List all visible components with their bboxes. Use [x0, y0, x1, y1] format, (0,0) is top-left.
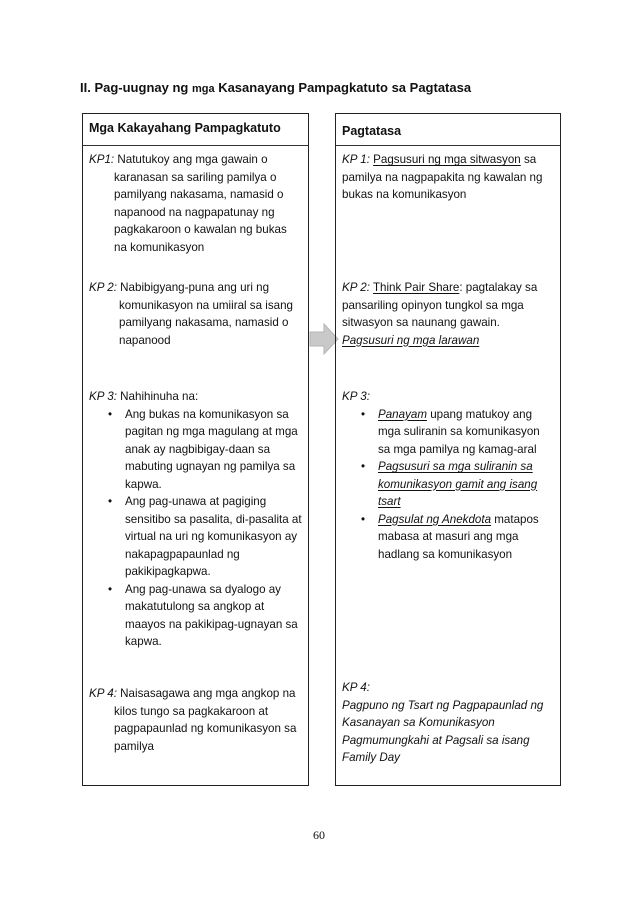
right-kp3 [342, 388, 554, 563]
title-divider [336, 145, 560, 146]
assessment-box [335, 113, 561, 786]
right-kp1 [342, 151, 554, 204]
list-item: • Pagsulat ng Anekdota matapos mabasa at masuri ang mga hadlang sa komunikasyon [361, 512, 539, 561]
kp4-text: Pagpuno ng Tsart ng Pagpapaunlad ng Kasanayan sa Komunikasyon Pagmumungkahi at Pagsali sa isang Family Day [342, 698, 544, 764]
kp4-label: KP 4: [342, 681, 370, 694]
left-kp2 [89, 279, 302, 349]
kp2-label: KP 2: [342, 281, 370, 294]
kp3-label: KP 3: [342, 390, 370, 403]
right-box-title: Pagtatasa [342, 124, 402, 138]
kp3-intro: Nahihinuha na: [120, 390, 199, 403]
list-item: • Ang pag-unawa sa dyalogo ay makatutulong sa angkop at maayos na pakikipag-ugnayan sa kapwa. [108, 582, 298, 648]
heading-text: II. Pag-uugnay ng [80, 80, 192, 95]
kp3-label: KP 3: [89, 390, 117, 403]
kp1-underlined: Pagsusuri ng mga sitwasyon [373, 153, 521, 166]
right-kp4 [342, 679, 554, 767]
kp4-label: KP 4: [89, 687, 117, 700]
list-item: • Panayam upang matukoy ang mga suliranin sa komunikasyon sa mga pamilya ng kamag-aral [361, 407, 540, 456]
kp1-label: KP 1: [342, 153, 370, 166]
kp1-label: KP1: [89, 153, 115, 166]
kp2-text: : pagtalakay sa pansariling opinyon tungkol sa mga sitwasyon sa naunang gawain. [342, 281, 538, 329]
kp2-underlined: Think Pair Share [372, 281, 460, 294]
heading-mga: mga [191, 83, 215, 95]
left-kp4 [89, 685, 302, 755]
kp2-extra: Pagsusuri ng mga larawan [342, 333, 480, 347]
kp4-text: Naisasagawa ang mga angkop na kilos tungo sa pagkakaroon at pagpapaunlad ng komunikasyon sa pamilya [114, 687, 297, 753]
kp3-bullet-list [342, 406, 554, 564]
list-item: • Ang pag-unawa at pagiging sensitibo sa pasalita, di-pasalita at virtual na uri ng komunikasyon ay nakapagpapaunlad ng pakikipagkapwa. [108, 495, 302, 578]
right-kp2 [342, 279, 554, 349]
section-heading [80, 80, 471, 95]
learning-competencies-box [82, 113, 309, 786]
kp3-bullet-list [89, 406, 302, 651]
left-kp3 [89, 388, 302, 651]
list-item: • Ang bukas na komunikasyon sa pagitan ng mga magulang at mga anak ay nagbibigay-daan sa mabuting ugnayan ng pamilya sa kapwa. [108, 407, 298, 491]
list-item: • Pagsusuri sa mga suliranin sa komunikasyon gamit ang isang tsart [361, 460, 538, 508]
kp2-text: Nabibigyang-puna ang uri ng komunikasyon na umiiral sa isang pamilyang nakasama, namasid o napanood [119, 281, 293, 347]
title-divider [83, 145, 308, 146]
left-kp1 [89, 151, 302, 256]
kp1-text: sa pamilya na nagpapakita ng kawalan ng bukas na komunikasyon [342, 153, 543, 201]
kp2-label: KP 2: [89, 281, 117, 294]
left-box-title: Mga Kakayahang Pampagkatuto [89, 121, 281, 135]
page-number: 60 [313, 828, 325, 842]
heading-text-2: Kasanayang Pampagkatuto sa Pagtatasa [214, 80, 472, 95]
kp1-text: Natutukoy ang mga gawain o karanasan sa sariling pamilya o pamilyang nakasama, namasid o napanood na nagpapatunay ng pagkakaroon o kawalan ng bukas na komunikasyon [114, 153, 287, 254]
